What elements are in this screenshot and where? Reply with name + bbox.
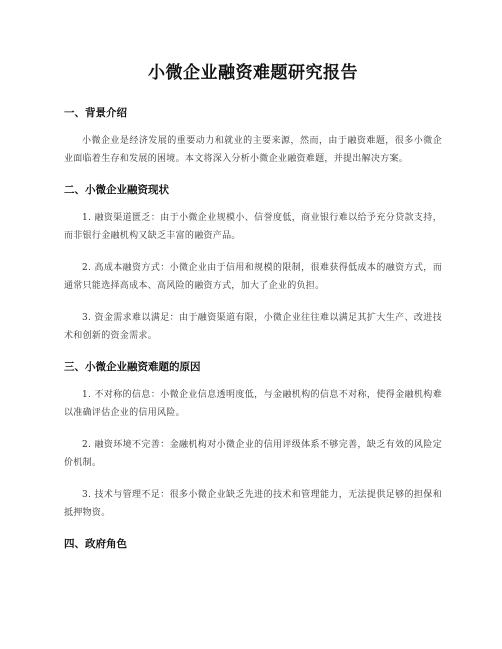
- paragraph: 1. 融资渠道匮乏：由于小微企业规模小、信誉度低，商业银行难以给予充分贷款支持，而非银行金融机构又缺乏丰富的融资产品。: [64, 213, 442, 241]
- document-title: 小微企业融资难题研究报告: [148, 63, 358, 83]
- paragraph: 2. 高成本融资方式：小微企业由于信用和规模的限制，很难获得低成本的融资方式，而通常只能选择高成本、高风险的融资方式，加大了企业的负担。: [64, 263, 442, 291]
- paragraph: 3. 资金需求难以满足：由于融资渠道有限，小微企业往往难以满足其扩大生产、改进技术和创新的资金需求。: [64, 313, 442, 341]
- section-heading: 一、背景介绍: [64, 107, 127, 119]
- section-background: [64, 105, 442, 168]
- section-causes: [64, 359, 442, 522]
- paragraph: 3. 技术与管理不足：很多小微企业缺乏先进的技术和管理能力，无法提供足够的担保和抵押物资。: [64, 490, 442, 518]
- section-heading: 二、小微企业融资现状: [64, 184, 169, 196]
- paragraph: 1. 不对称的信息：小微企业信息透明度低，与金融机构的信息不对称，使得金融机构难以准确评估企业的信用风险。: [64, 390, 442, 418]
- section-current-status: [64, 182, 442, 345]
- section-heading: 四、政府角色: [64, 538, 127, 550]
- section-government-role: [64, 536, 442, 551]
- paragraph: 小微企业是经济发展的重要动力和就业的主要来源，然而，由于融资难题，很多小微企业面临着生存和发展的困境。本文将深入分析小微企业融资难题，并提出解决方案。: [64, 136, 442, 164]
- paragraph: 2. 融资环境不完善：金融机构对小微企业的信用评级体系不够完善，缺乏有效的风险定价机制。: [64, 440, 442, 468]
- section-heading: 三、小微企业融资难题的原因: [64, 361, 201, 373]
